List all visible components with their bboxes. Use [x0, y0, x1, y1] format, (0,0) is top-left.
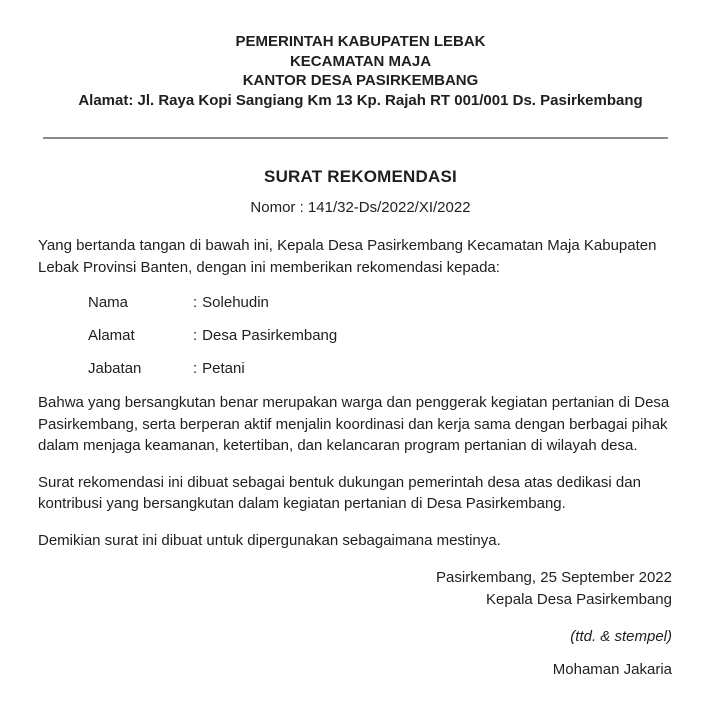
- intro-paragraph: Yang bertanda tangan di bawah ini, Kepala Desa Pasirkembang Kecamatan Maja Kabupaten Lebak Provinsi Banten, dengan ini memberikan rekomendasi kepada:: [38, 237, 657, 276]
- recipient-fields: [88, 293, 672, 379]
- field-label-nama: Nama: [88, 294, 129, 311]
- letterhead-divider: [43, 137, 668, 139]
- field-label-alamat: Alamat: [88, 327, 135, 344]
- signer-name: Mohaman Jakaria: [552, 661, 672, 678]
- document-number: Nomor : 141/32-Ds/2022/XI/2022: [250, 199, 471, 216]
- signature-place-date: Pasirkembang, 25 September 2022: [436, 569, 672, 586]
- signature-position: Kepala Desa Pasirkembang: [486, 590, 672, 608]
- field-row-nama: [88, 293, 672, 313]
- document-title: SURAT REKOMENDASI: [264, 167, 457, 186]
- letterhead-address: Alamat: Jl. Raya Kopi Sangiang Km 13 Kp. Rajah RT 001/001 Ds. Pasirkembang: [78, 91, 643, 109]
- closing-paragraph: Demikian surat ini dibuat untuk dipergunakan sebagaimana mestinya.: [38, 531, 501, 549]
- letterhead-office: KANTOR DESA PASIRKEMBANG: [242, 72, 479, 89]
- body-paragraph-2: Surat rekomendasi ini dibuat sebagai bentuk dukungan pemerintah desa atas dedikasi dan kontribusi yang bersangkutan dalam kegiatan pertanian di Desa Pasirkembang.: [38, 473, 641, 512]
- body-paragraph-1: Bahwa yang bersangkutan benar merupakan warga dan penggerak kegiatan pertanian di Desa Pasirkembang, serta berperan aktif menjalin koordinasi dan kerja sama dengan berbagai pihak dalam menjaga keamanan, ketertiban, dan kelancaran program pertanian di wilayah desa.: [38, 394, 670, 454]
- field-row-jabatan: [88, 359, 672, 379]
- field-separator: :: [193, 294, 198, 311]
- field-separator: :: [193, 360, 198, 377]
- letter-body: [0, 235, 721, 681]
- field-label-jabatan: Jabatan: [88, 360, 142, 377]
- field-value-jabatan: Petani: [202, 360, 245, 377]
- stamp-note: (ttd. & stempel): [570, 628, 672, 645]
- letterhead-district: KECAMATAN MAJA: [289, 52, 432, 70]
- letterhead: [0, 0, 721, 110]
- field-value-nama: Solehudin: [202, 294, 269, 311]
- letterhead-government: PEMERINTAH KABUPATEN LEBAK: [235, 33, 486, 50]
- signature-block: [38, 567, 672, 610]
- field-value-alamat: Desa Pasirkembang: [202, 327, 338, 344]
- field-row-alamat: [88, 326, 672, 346]
- field-separator: :: [193, 327, 198, 344]
